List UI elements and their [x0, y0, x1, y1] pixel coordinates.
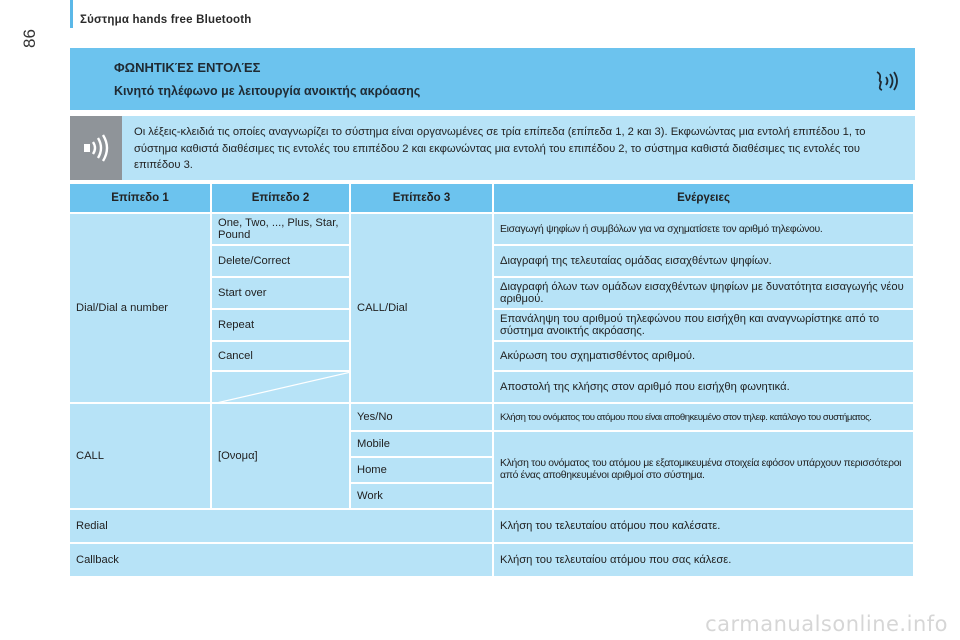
dial-level2: Delete/Correct	[212, 246, 351, 278]
dial-level1: Dial/Dial a number	[70, 214, 212, 404]
table-row	[70, 510, 915, 544]
call-level1: CALL	[70, 404, 212, 510]
dial-action: Διαγραφή όλων των ομάδων εισαχθέντων ψηφίων με δυνατότητα εισαγωγής νέου αριθμού.	[494, 278, 915, 310]
dial-level2: Repeat	[212, 310, 351, 342]
table-row	[70, 544, 915, 578]
accent-bar	[70, 0, 73, 28]
dial-level3: CALL/Dial	[351, 214, 494, 404]
dial-level2: One, Two, ..., Plus, Star, Pound	[212, 214, 351, 246]
dial-action: Επανάληψη του αριθμού τηλεφώνου που εισήχθη και αναγνωρίστηκε από το σύστημα ανοικτής ακρόασης.	[494, 310, 915, 342]
call-level3: Yes/No	[351, 404, 494, 432]
call-level2: [Ονομα]	[212, 404, 351, 510]
dial-level2: Cancel	[212, 342, 351, 372]
diagonal-line	[212, 372, 351, 404]
callback-action: Κλήση του τελευταίου ατόμου που σας κάλεσε.	[494, 544, 915, 578]
redial-level1: Redial	[70, 510, 494, 544]
section-subtitle: Κινητό τηλέφωνο με λειτουργία ανοικτής ακρόασης	[114, 84, 421, 98]
intro-icon-box	[70, 116, 122, 180]
callback-level1: Callback	[70, 544, 494, 578]
intro-text: Οι λέξεις-κλειδιά τις οποίες αναγνωρίζει το σύστημα είναι οργανωμένες σε τρία επίπεδα (επίπεδα 1, 2 και 3). Εκφωνώντας μια εντολή επιπέδου 1, το σύστημα καθιστά διαθέσιμες τις εντολές του επιπέδου 2 και εκφωνώντας μια εντολή του επιπέδου 2, το σύστημα καθιστά διαθέσιμες τις εντολές του επιπέδου 3.	[134, 126, 866, 171]
call-level3: Mobile	[351, 432, 494, 458]
header-actions: Ενέργειες	[494, 184, 915, 214]
dial-action: Εισαγωγή ψηφίων ή συμβόλων για να σχηματίσετε τον αριθμό τηλεφώνου.	[494, 214, 915, 246]
intro-band	[70, 116, 915, 180]
table-row	[70, 214, 915, 246]
running-head: Σύστημα hands free Bluetooth	[80, 14, 252, 26]
dial-action: Αποστολή της κλήσης στον αριθμό που εισήχθη φωνητικά.	[494, 372, 915, 404]
header-level-2: Επίπεδο 2	[212, 184, 351, 214]
header-level-3: Επίπεδο 3	[351, 184, 494, 214]
call-level3: Work	[351, 484, 494, 510]
speaker-waves-icon	[81, 132, 111, 164]
voice-commands-table	[70, 184, 915, 578]
dial-level2: Start over	[212, 278, 351, 310]
table-header-row	[70, 184, 915, 214]
call-action: Κλήση του ονόματος του ατόμου που είναι αποθηκευμένο στον τηλεφ. κατάλογο του συστήματος.	[494, 404, 915, 432]
voice-command-icon	[871, 66, 901, 96]
watermark: carmanualsonline.info	[705, 612, 948, 636]
dial-action: Διαγραφή της τελευταίας ομάδας εισαχθέντων ψηφίων.	[494, 246, 915, 278]
header-level-1: Επίπεδο 1	[70, 184, 212, 214]
table-row	[70, 404, 915, 432]
section-title: ΦΩΝΗΤΙΚΈΣ ΕΝΤΟΛΈΣ	[114, 60, 261, 75]
redial-action: Κλήση του τελευταίου ατόμου που καλέσατε.	[494, 510, 915, 544]
section-header	[70, 48, 915, 110]
dial-level2-empty	[212, 372, 351, 404]
dial-action: Ακύρωση του σχηματισθέντος αριθμού.	[494, 342, 915, 372]
call-level3: Home	[351, 458, 494, 484]
page-number: 86	[20, 29, 39, 48]
call-action: Κλήση του ονόματος του ατόμου με εξατομικευμένα στοιχεία εφόσον υπάρχουν περισσότεροι από ένας αποθηκευμένοι αριθμοί στο σύστημα.	[494, 432, 915, 510]
